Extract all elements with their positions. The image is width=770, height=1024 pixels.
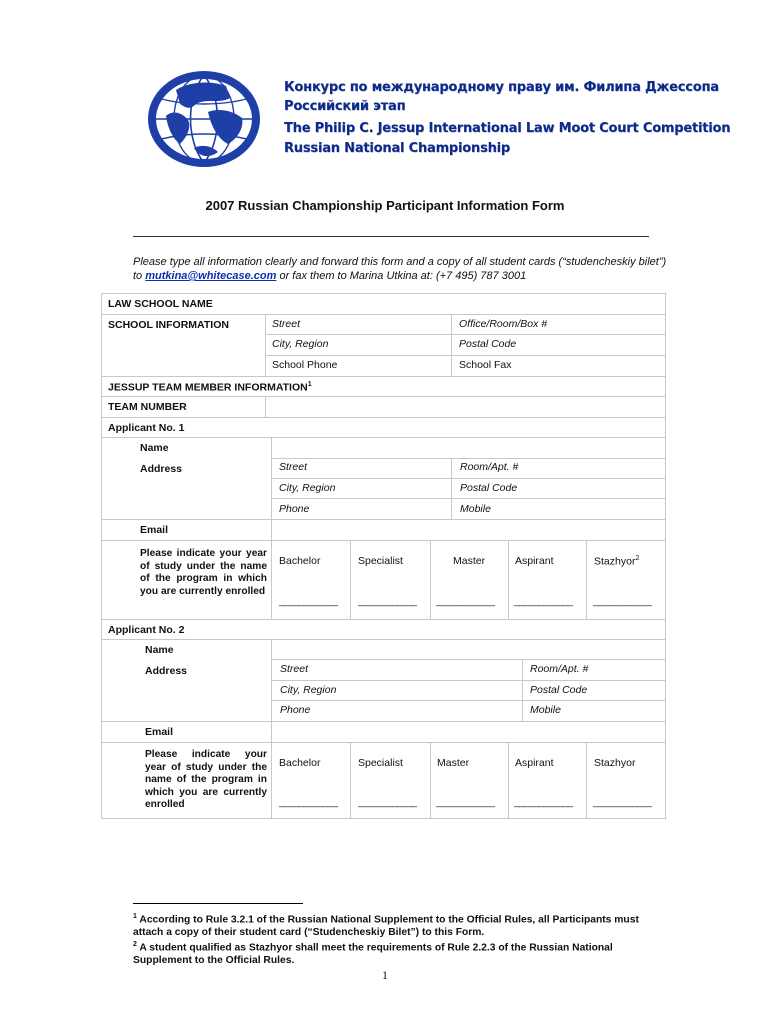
applicant-1-postal-field[interactable]: Postal Code (460, 482, 518, 494)
header-title-english: The Philip C. Jessup International Law Moot Court Competition (284, 121, 731, 136)
applicant-1-city-field[interactable]: City, Region (279, 482, 336, 494)
applicant-2-phone-field[interactable]: Phone (280, 704, 311, 716)
footnote-divider (133, 903, 303, 904)
applicant-2-aspirant-label: Aspirant (515, 757, 554, 769)
applicant-2-study-prompt: Please indicate your year of study under the name of the program in which you are currently enrolled (145, 749, 267, 811)
team-member-info-heading: JESSUP TEAM MEMBER INFORMATION$^1$ (108, 381, 312, 394)
applicant-2-bachelor-blank[interactable]: ____________ (279, 796, 338, 808)
school-city-field[interactable]: City, Region (272, 338, 329, 350)
applicant-1-mobile-field[interactable]: Mobile (460, 503, 491, 515)
school-postal-field[interactable]: Postal Code (459, 338, 517, 350)
instructions-line1: Please type all information clearly and forward this form and a copy of all student cards (“studencheskiy bilet”) (133, 256, 667, 268)
school-phone-field[interactable]: School Phone (272, 359, 338, 371)
title-divider (133, 236, 649, 237)
instructions-to: to (133, 270, 146, 282)
applicant-1-master-blank[interactable]: ____________ (436, 595, 495, 607)
applicant-1-name-label: Name (140, 442, 169, 454)
law-school-name-label: LAW SCHOOL NAME (108, 298, 213, 310)
applicant-1-bachelor-label: Bachelor (279, 555, 321, 567)
applicant-2-aspirant-blank[interactable]: ____________ (514, 796, 573, 808)
applicant-2-stazhyor-blank[interactable]: ____________ (593, 796, 652, 808)
applicant-1-specialist-blank[interactable]: ____________ (358, 595, 417, 607)
applicant-2-master-label: Master (437, 757, 470, 769)
applicant-1-aspirant-label: Aspirant (515, 555, 554, 567)
globe-logo-icon (146, 68, 270, 170)
form-title: 2007 Russian Championship Participant Information Form (205, 198, 565, 213)
team-number-label: TEAM NUMBER (108, 401, 187, 413)
applicant-1-street-field[interactable]: Street (279, 461, 308, 473)
school-street-field[interactable]: Street (272, 318, 301, 330)
applicant-1-stazhyor-blank[interactable]: ____________ (593, 595, 652, 607)
applicant-2-room-field[interactable]: Room/Apt. # (530, 663, 589, 675)
applicant-2-address-label: Address (145, 665, 188, 677)
instructions-line2: or fax them to Marina Utkina at: (+7 495) 787 3001 (276, 270, 527, 282)
applicant-1-heading: Applicant No. 1 (108, 422, 185, 434)
applicant-1-master-label: Master (453, 555, 486, 567)
applicant-2-heading: Applicant No. 2 (108, 624, 185, 636)
applicant-2-stazhyor-label: Stazhyor (594, 757, 636, 769)
applicant-1-address-label: Address (140, 463, 183, 475)
footnote-ref-2: 2 (635, 555, 640, 562)
instructions (133, 255, 673, 283)
applicant-2-master-blank[interactable]: ____________ (436, 796, 495, 808)
applicant-2-postal-field[interactable]: Postal Code (530, 684, 588, 696)
applicant-2-specialist-blank[interactable]: ____________ (358, 796, 417, 808)
applicant-1-bachelor-blank[interactable]: ____________ (279, 595, 338, 607)
header-title-russian: Конкурс по международному праву им. Филипа Джессопа (284, 80, 719, 95)
applicant-1-phone-field[interactable]: Phone (279, 503, 310, 515)
applicant-2-bachelor-label: Bachelor (279, 757, 321, 769)
contact-email-link[interactable]: mutkina@whitecase.com (145, 270, 277, 282)
school-fax-field[interactable]: School Fax (459, 359, 512, 371)
applicant-2-specialist-label: Specialist (358, 757, 403, 769)
applicant-2-name-label: Name (145, 644, 174, 656)
applicant-1-study-prompt: Please indicate your year of study under the name of the program in which you are currently enrolled (140, 548, 267, 597)
footnote-1: $^1$ According to Rule 3.2.1 of the Russian National Supplement to the Official Rules, all Participants must attach a copy of their student card (“Studencheskiy Bilet”) to this Form. (133, 913, 639, 939)
applicant-2-mobile-field[interactable]: Mobile (530, 704, 561, 716)
applicant-2-city-field[interactable]: City, Region (280, 684, 337, 696)
applicant-1-email-label: Email (140, 524, 169, 536)
applicant-2-email-label: Email (145, 726, 174, 738)
header-subtitle-english: Russian National Championship (284, 141, 511, 156)
page-number: 1 (382, 968, 388, 982)
footnote-ref-1: 1 (307, 381, 312, 388)
applicant-1-stazhyor-label: Stazhyor$^2$ (594, 555, 640, 568)
school-office-field[interactable]: Office/Room/Box # (459, 318, 548, 330)
applicant-1-aspirant-blank[interactable]: ____________ (514, 595, 573, 607)
applicant-1-room-field[interactable]: Room/Apt. # (460, 461, 519, 473)
applicant-1-specialist-label: Specialist (358, 555, 403, 567)
header-subtitle-russian: Российский этап (284, 99, 406, 114)
school-information-label: SCHOOL INFORMATION (108, 319, 229, 331)
applicant-2-street-field[interactable]: Street (280, 663, 309, 675)
footnote-2: $^2$ A student qualified as Stazhyor shall meet the requirements of Rule 2.2.3 of the Russian National Supplement to the Official Rules. (133, 941, 613, 967)
